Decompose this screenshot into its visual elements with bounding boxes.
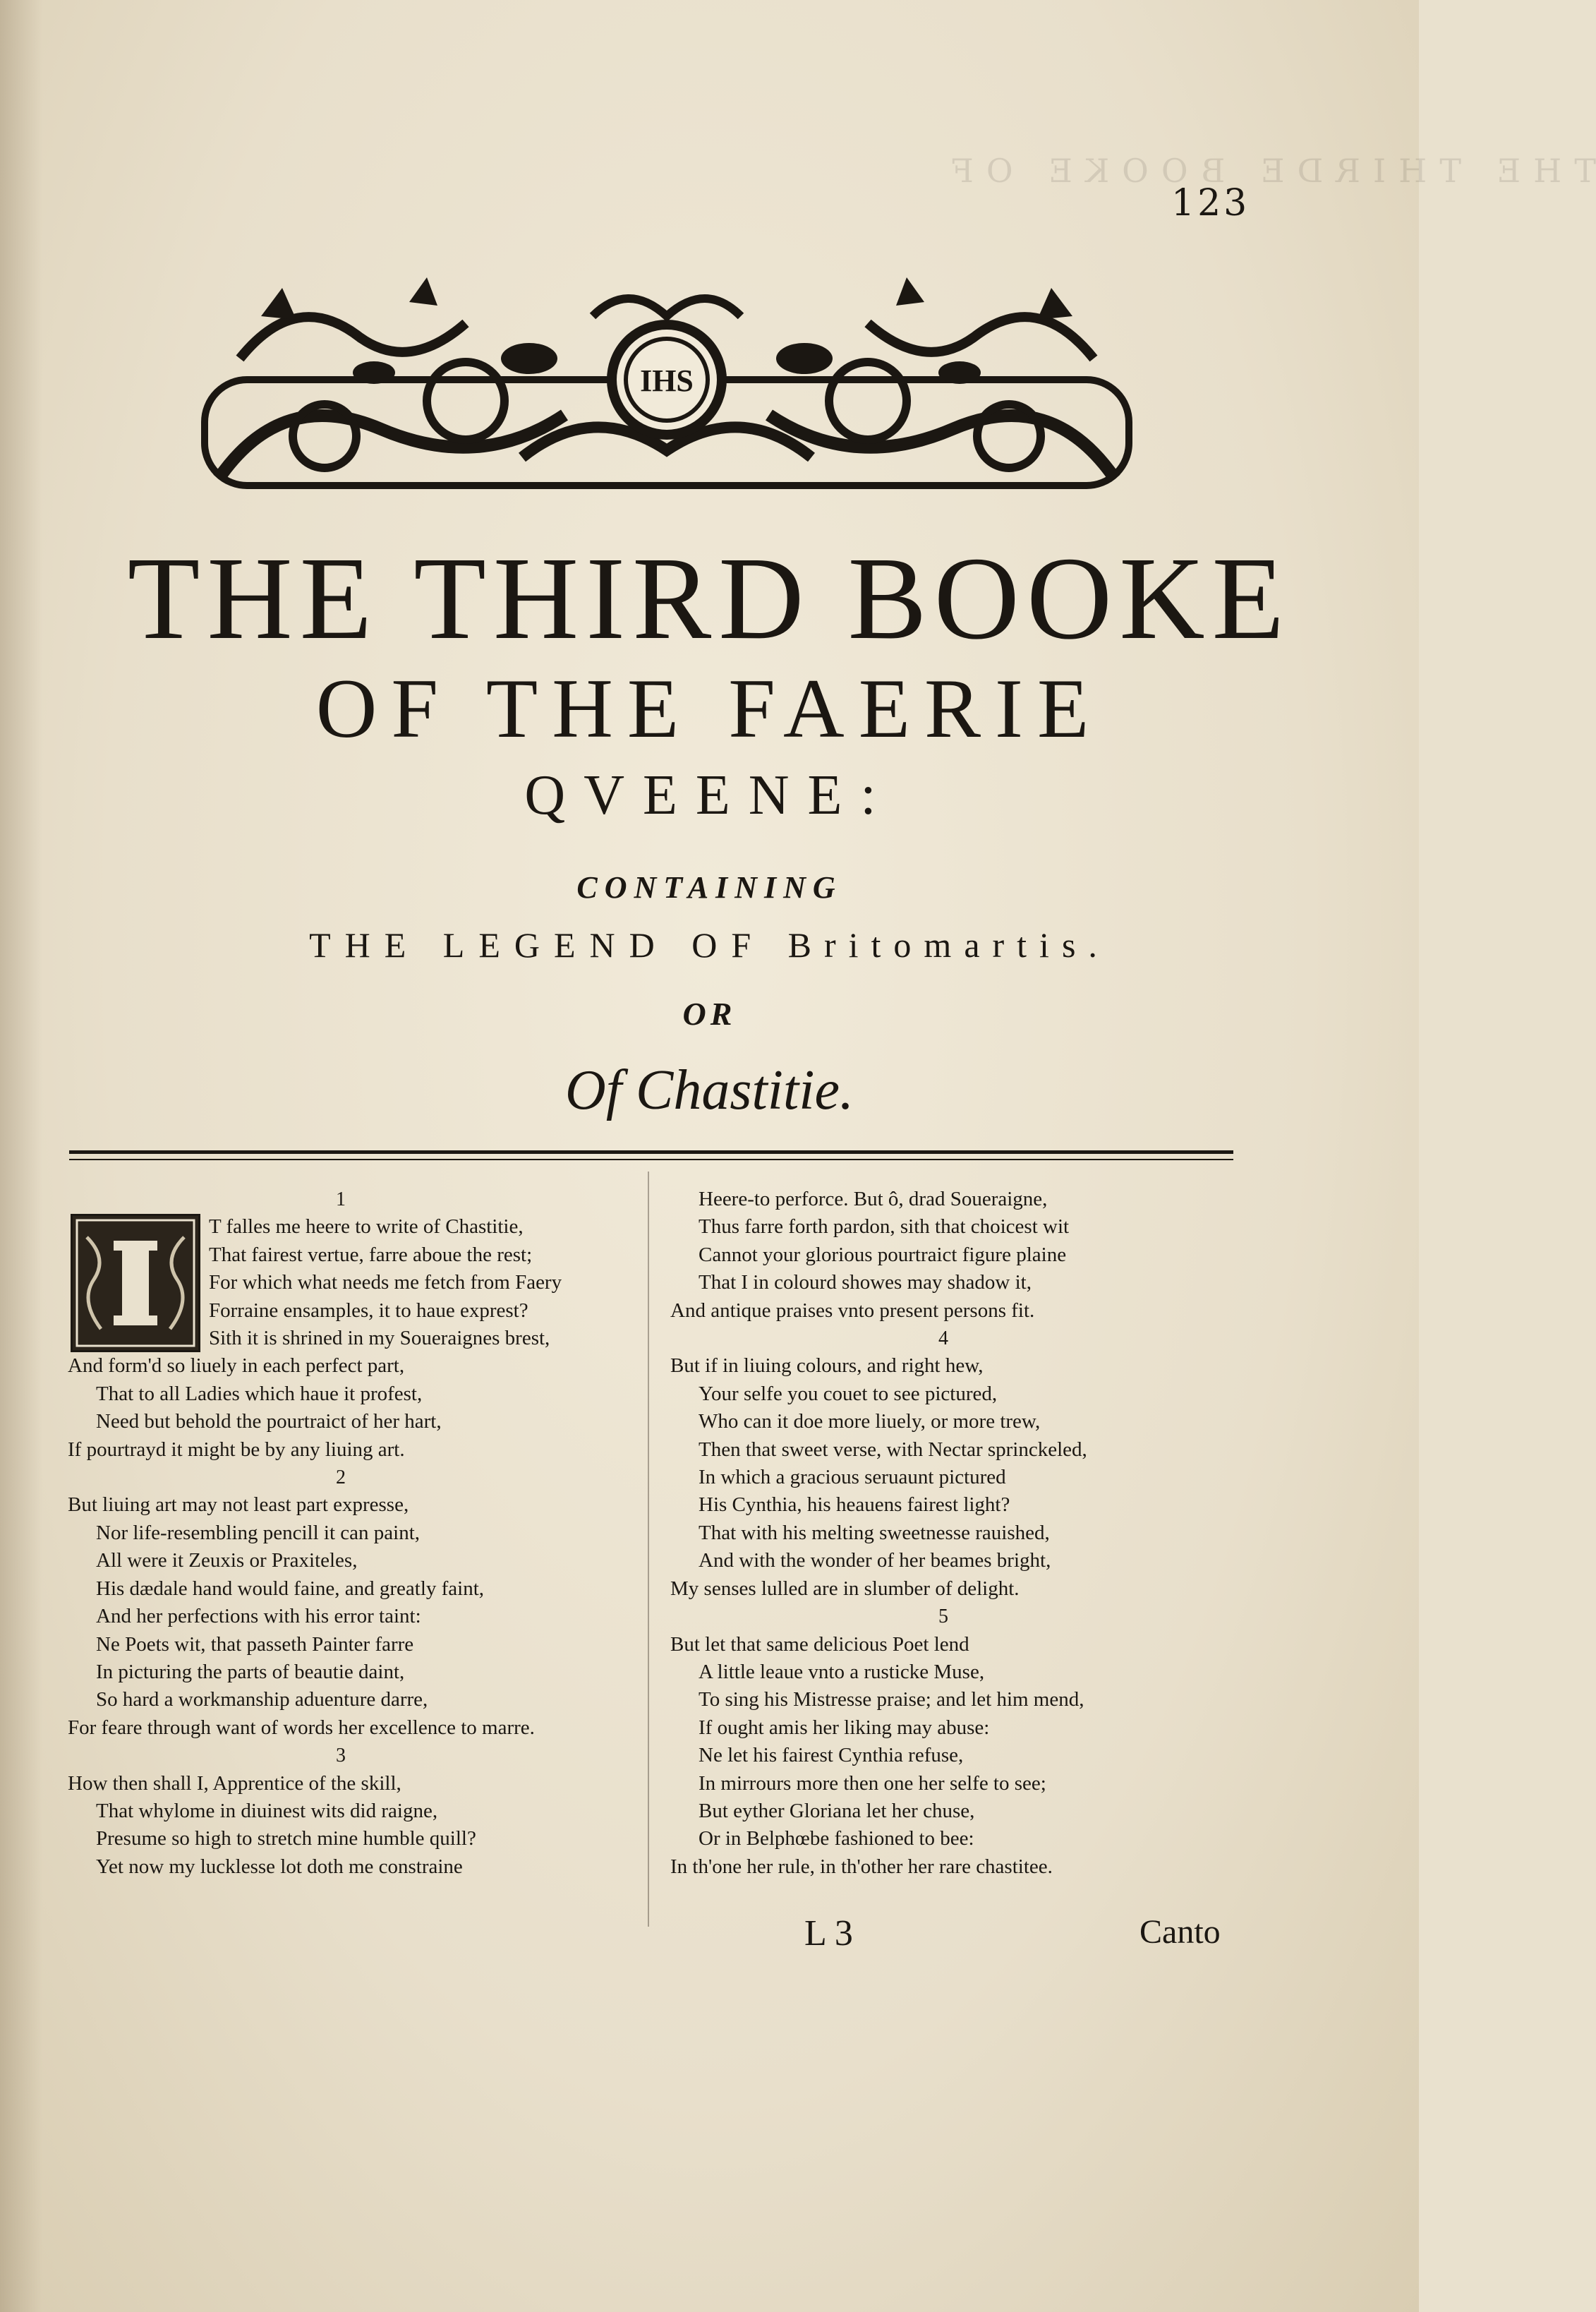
verse-line: Sith it is shrined in my Soueraignes brest, bbox=[209, 1327, 550, 1350]
legend-prefix: THE LEGEND OF bbox=[309, 925, 766, 965]
stanza-number: 2 bbox=[336, 1467, 346, 1489]
verse-line: Nor life-resembling pencill it can paint, bbox=[96, 1521, 421, 1544]
verse-line: That fairest vertue, farre aboue the rest; bbox=[209, 1243, 533, 1266]
subtitle-or: OR bbox=[682, 996, 737, 1032]
verse-line: But if in liuing colours, and right hew, bbox=[670, 1354, 984, 1378]
signature-mark: L 3 bbox=[804, 1913, 853, 1953]
stanza-number: 4 bbox=[938, 1327, 948, 1350]
verse-line: For feare through want of words her excellence to marre. bbox=[68, 1716, 535, 1739]
heavy-rule bbox=[69, 1150, 1233, 1154]
ornamental-headpiece bbox=[198, 274, 1136, 494]
verse-line: A little leaue vnto a rusticke Muse, bbox=[699, 1660, 985, 1683]
verse-line: If pourtrayd it might be by any liuing art. bbox=[68, 1438, 405, 1461]
subtitle-chastity: Of Chastitie. bbox=[565, 1059, 854, 1121]
verse-line: So hard a workmanship aduenture darre, bbox=[96, 1688, 428, 1711]
verse-line: But eyther Gloriana let her chuse, bbox=[699, 1799, 975, 1822]
verse-line: In th'one her rule, in th'other her rare chastitee. bbox=[670, 1855, 1053, 1878]
verse-line: And form'd so liuely in each perfect part, bbox=[68, 1354, 405, 1378]
verse-line: Who can it doe more liuely, or more trew, bbox=[699, 1410, 1041, 1433]
verse-line: Yet now my lucklesse lot doth me constraine bbox=[96, 1855, 463, 1878]
verse-line: Or in Belphœbe fashioned to bee: bbox=[699, 1827, 974, 1850]
verse-line: And her perfections with his error taint: bbox=[96, 1605, 421, 1628]
verse-line: Then that sweet verse, with Nectar sprinckeled, bbox=[699, 1438, 1087, 1461]
verse-line: Thus farre forth pardon, sith that choicest wit bbox=[699, 1215, 1070, 1239]
verse-line: His dædale hand would faine, and greatly faint, bbox=[96, 1577, 485, 1600]
verse-line: How then shall I, Apprentice of the skill, bbox=[68, 1771, 401, 1795]
subtitle-legend bbox=[0, 925, 1419, 965]
legend-name: Britomartis. bbox=[787, 925, 1110, 965]
binding-shadow bbox=[0, 0, 42, 2312]
verse-line: That I in colourd showes may shadow it, bbox=[699, 1271, 1032, 1294]
verse-line: That whylome in diuinest wits did raigne, bbox=[96, 1799, 438, 1822]
verse-line: But liuing art may not least part expresse, bbox=[68, 1493, 409, 1517]
page-number: 123 bbox=[1171, 182, 1250, 224]
verse-line: Your selfe you couet to see pictured, bbox=[699, 1382, 998, 1405]
stanza-number: 1 bbox=[336, 1188, 346, 1210]
verse-line: If ought amis her liking may abuse: bbox=[699, 1716, 990, 1739]
verse-line: All were it Zeuxis or Praxiteles, bbox=[96, 1549, 358, 1572]
stanza-number: 3 bbox=[336, 1745, 346, 1767]
verse-line: Forraine ensamples, it to haue exprest? bbox=[209, 1299, 528, 1322]
verse-line: That with his melting sweetnesse rauished, bbox=[699, 1521, 1050, 1544]
verse-line: In which a gracious seruaunt pictured bbox=[699, 1466, 1006, 1489]
left-column bbox=[68, 1186, 646, 1881]
verse-line: But let that same delicious Poet lend bbox=[670, 1632, 969, 1656]
right-column bbox=[670, 1186, 1305, 1881]
subtitle-containing: CONTAINING bbox=[576, 870, 842, 905]
show-through-text: THE THIRDE BOOKE OF bbox=[938, 152, 1596, 190]
verse-line: Cannot your glorious pourtraict figure plaine bbox=[699, 1243, 1067, 1266]
verse-line: Heere-to perforce. But ô, drad Soueraigne, bbox=[699, 1188, 1048, 1210]
thin-rule bbox=[69, 1159, 1233, 1160]
verse-line: And antique praises vnto present persons fit. bbox=[670, 1299, 1035, 1322]
verse-line: Ne let his fairest Cynthia refuse, bbox=[699, 1744, 964, 1767]
verse-line: In mirrours more then one her selfe to see; bbox=[699, 1771, 1046, 1795]
verse-line: Presume so high to stretch mine humble quill? bbox=[96, 1827, 476, 1850]
title-line-1: THE THIRD BOOKE bbox=[127, 533, 1292, 664]
title-line-2: OF THE FAERIE bbox=[315, 661, 1104, 755]
title-line-3: QVEENE: bbox=[524, 764, 895, 826]
catchword: Canto bbox=[1139, 1913, 1221, 1951]
verse-line: To sing his Mistresse praise; and let him mend, bbox=[699, 1688, 1084, 1711]
verse-line: That to all Ladies which haue it profest, bbox=[96, 1382, 423, 1405]
verse-line: Need but behold the pourtraict of her hart, bbox=[96, 1410, 442, 1433]
verse-line: His Cynthia, his heauens fairest light? bbox=[699, 1493, 1010, 1517]
verse-line: For which what needs me fetch from Faery bbox=[209, 1271, 562, 1294]
stanza-number: 5 bbox=[938, 1606, 948, 1628]
verse-line: T falles me heere to write of Chastitie, bbox=[209, 1215, 524, 1239]
verse-line: In picturing the parts of beautie daint, bbox=[96, 1660, 405, 1683]
verse-line: Ne Poets wit, that passeth Painter farre bbox=[96, 1632, 414, 1656]
column-divider bbox=[648, 1172, 649, 1927]
verse-line: My senses lulled are in slumber of delight. bbox=[670, 1577, 1020, 1600]
monogram-label: IHS bbox=[640, 363, 694, 398]
verse-line: And with the wonder of her beames bright, bbox=[699, 1549, 1051, 1572]
